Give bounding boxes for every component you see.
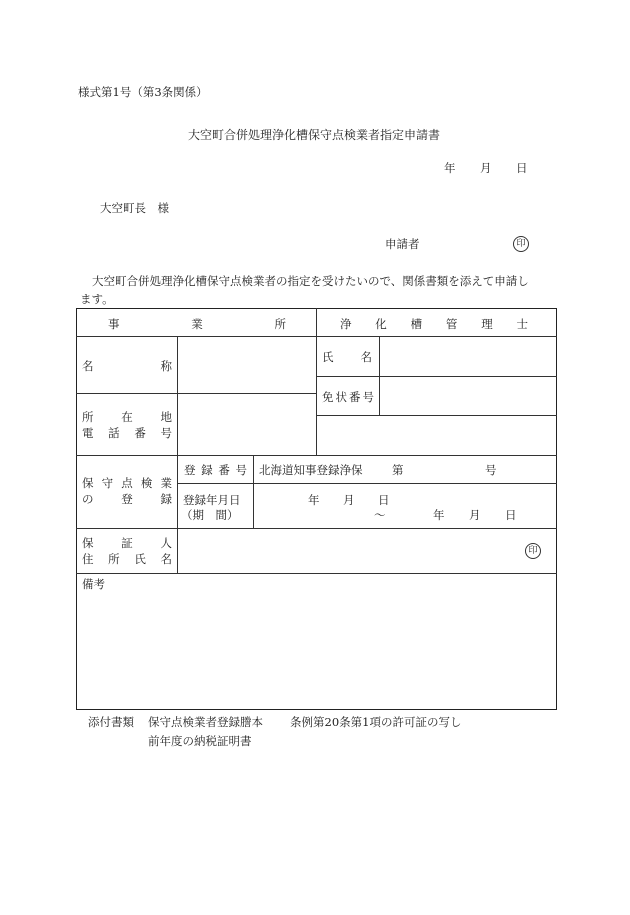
period-tilde: ～ <box>374 508 386 522</box>
rule <box>76 455 557 456</box>
rule <box>76 393 316 394</box>
guarantor-label: 保 証 人 <box>82 536 172 550</box>
guarantor-address-name-label: 住 所 氏 名 <box>82 552 172 566</box>
phone-label: 電 話 番 号 <box>82 426 172 440</box>
attachment-item-1: 保守点検業者登録謄本 <box>148 715 263 729</box>
license-number-label: 免状番号 <box>322 390 376 404</box>
rule <box>316 376 557 377</box>
registration-number-label: 登 録 番 号 <box>184 463 247 477</box>
attachment-item-2: 条例第20条第1項の許可証の写し <box>290 715 462 729</box>
rule <box>76 573 557 574</box>
date-year: 年 <box>444 161 456 175</box>
registration-number-go: 号 <box>485 463 497 477</box>
period-end-month: 月 <box>469 508 481 522</box>
registration-period-label: （期 間） <box>181 508 239 522</box>
form-number: 様式第1号（第3条関係） <box>78 85 208 99</box>
header-office: 事 業 所 <box>108 317 286 331</box>
date-month: 月 <box>480 161 492 175</box>
applicant-label: 申請者 <box>385 237 420 251</box>
attachment-item-3: 前年度の納税証明書 <box>148 734 252 748</box>
rule <box>379 336 380 415</box>
remarks-label: 備考 <box>82 577 105 591</box>
guarantor-seal-icon: 印 <box>525 543 541 559</box>
rule <box>76 528 557 529</box>
reg-date-year: 年 <box>308 493 320 507</box>
address-label: 所 在 地 <box>82 410 172 424</box>
reg-date-day: 日 <box>378 493 390 507</box>
period-end-day: 日 <box>505 508 517 522</box>
applicant-seal-icon: 印 <box>513 236 529 252</box>
body-text-line2: ます。 <box>80 292 114 306</box>
attachments-label: 添付書類 <box>88 715 134 729</box>
reg-date-month: 月 <box>343 493 355 507</box>
date-day: 日 <box>516 161 528 175</box>
rule <box>177 483 557 484</box>
header-septic-manager: 浄 化 槽 管 理 士 <box>340 317 528 331</box>
addressee: 大空町長 様 <box>100 201 169 215</box>
registration-label-line1: 保 守 点 検 業 <box>82 476 172 490</box>
rule <box>316 415 557 416</box>
registration-number-prefix: 北海道知事登録浄保 <box>259 463 363 477</box>
name-label: 名 称 <box>82 359 172 373</box>
rule <box>177 336 178 573</box>
person-name-label: 氏 名 <box>322 350 372 364</box>
rule <box>316 308 317 455</box>
registration-number-dai: 第 <box>392 463 404 477</box>
body-text-line1: 大空町合併処理浄化槽保守点検業者の指定を受けたいので、関係書類を添えて申請し <box>92 274 529 288</box>
registration-date-label: 登録年月日 <box>183 493 241 507</box>
document-title: 大空町合併処理浄化槽保守点検業者指定申請書 <box>188 128 441 142</box>
rule <box>253 455 254 528</box>
registration-label-line2: の 登 録 <box>82 492 172 506</box>
period-end-year: 年 <box>433 508 445 522</box>
